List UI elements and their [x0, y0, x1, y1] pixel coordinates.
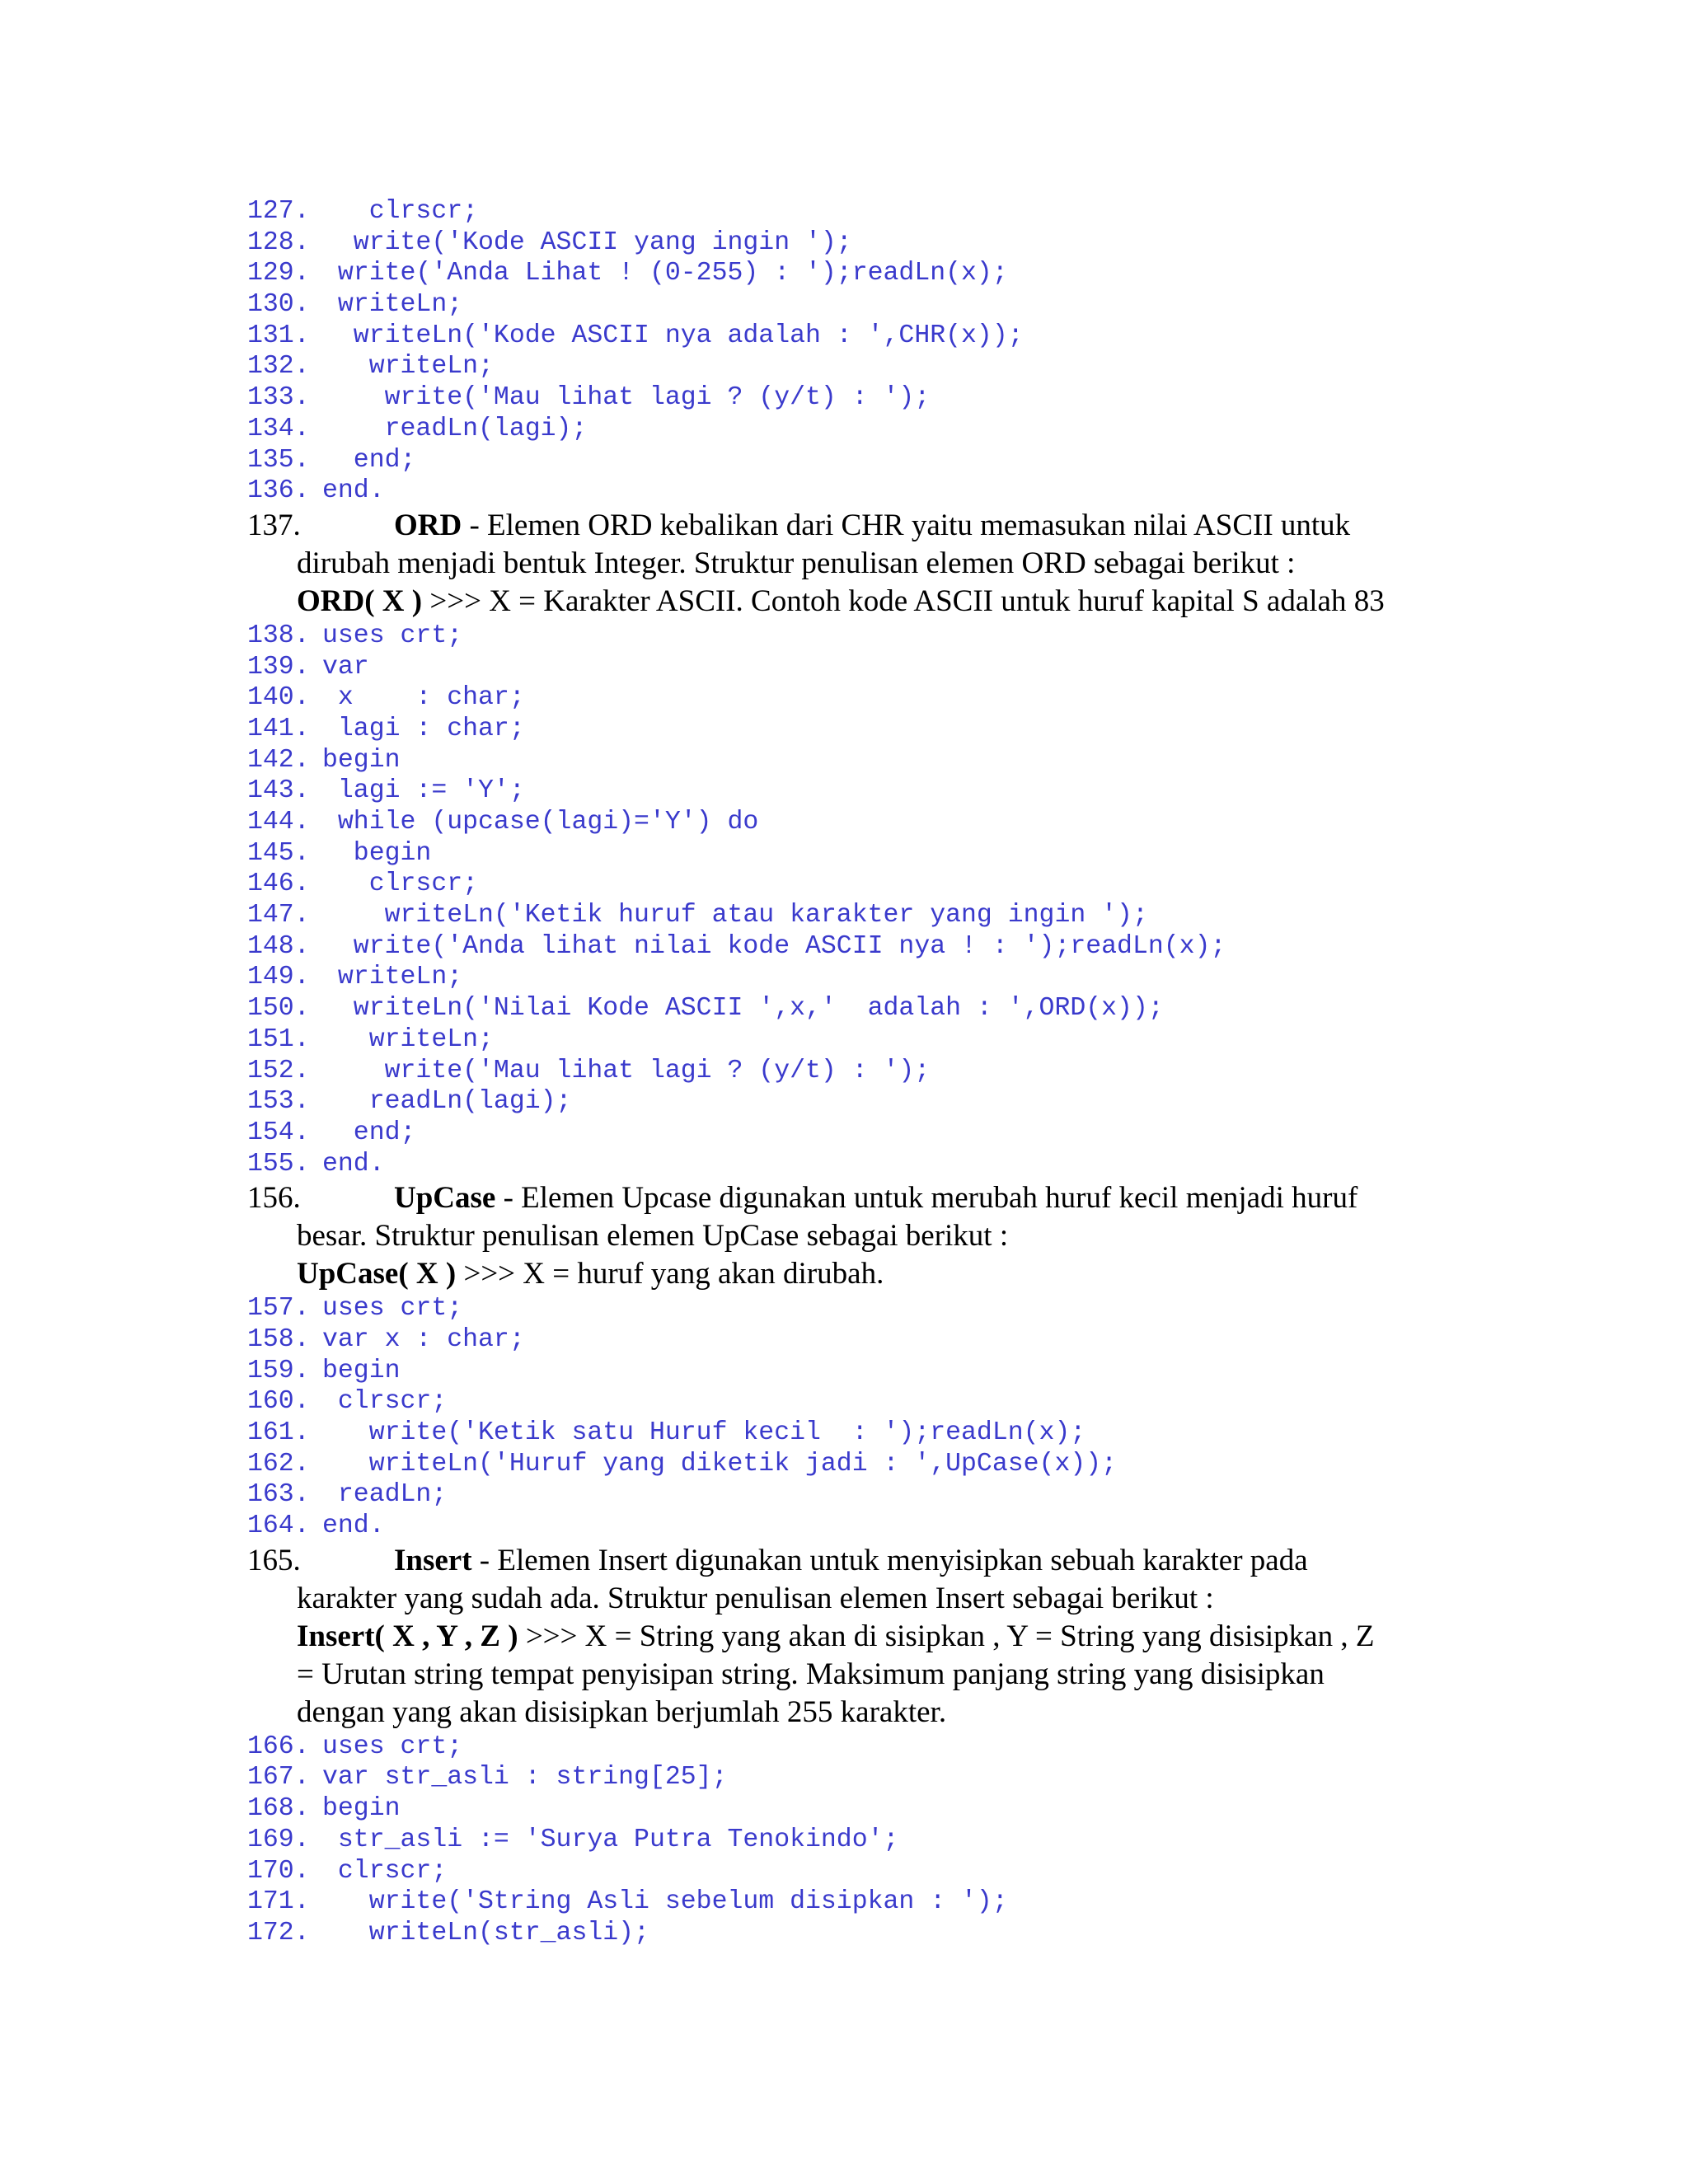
code-line: [247, 351, 1533, 382]
code-line: [247, 869, 1533, 900]
line-number: 139.: [247, 652, 310, 682]
paragraph-line: [247, 1255, 1533, 1293]
code-text: writeLn('Huruf yang diketik jadi : ',UpCase(x));: [322, 1449, 1118, 1479]
line-number: 146.: [247, 869, 310, 899]
line-number: 140.: [247, 683, 310, 713]
code-line: [247, 621, 1533, 652]
code-text: write('Anda lihat nilai kode ASCII nya ! : ');readLn(x);: [322, 931, 1226, 961]
paragraph-text: >>> X = huruf yang akan dirubah.: [456, 1257, 884, 1291]
line-number: 163.: [247, 1480, 310, 1510]
code-block-upcase: [247, 1293, 1533, 1542]
code-line: [247, 1732, 1533, 1763]
code-text: clrscr;: [322, 869, 479, 899]
item-number: 156.: [247, 1181, 301, 1216]
code-line: [247, 1449, 1533, 1480]
code-line: [247, 1918, 1533, 1949]
code-text: lagi := 'Y';: [322, 776, 525, 806]
line-number: 158.: [247, 1324, 310, 1354]
code-text: writeLn('Kode ASCII nya adalah : ',CHR(x));: [322, 321, 1024, 350]
line-number: 133.: [247, 383, 310, 413]
paragraph-line: [247, 1542, 1533, 1580]
code-text: readLn(lagi);: [322, 414, 588, 443]
code-line: [247, 382, 1533, 414]
code-line: [247, 1762, 1533, 1793]
code-text: var x : char;: [322, 1324, 525, 1354]
paragraph-text: - Elemen ORD kebalikan dari CHR yaitu memasukan nilai ASCII untuk: [462, 508, 1351, 542]
line-number: 143.: [247, 776, 310, 806]
code-line: [247, 1293, 1533, 1324]
paragraph-line: [247, 1179, 1533, 1217]
code-text: clrscr;: [322, 1856, 448, 1886]
term-upcase: UpCase: [394, 1181, 496, 1216]
code-text: writeLn('Ketik huruf atau karakter yang ingin ');: [322, 901, 1148, 930]
page-content: [247, 196, 1533, 1949]
code-line: [247, 1056, 1533, 1087]
syntax-insert: Insert( X , Y , Z ): [297, 1619, 518, 1653]
code-line: [247, 682, 1533, 714]
line-number: 147.: [247, 901, 310, 930]
line-number: 138.: [247, 621, 310, 650]
line-number: 148.: [247, 931, 310, 961]
code-block-ord: [247, 621, 1533, 1179]
line-number: 142.: [247, 745, 310, 775]
code-line: [247, 807, 1533, 838]
code-line: [247, 776, 1533, 807]
line-number: 169.: [247, 1825, 310, 1854]
code-line: [247, 714, 1533, 745]
code-line: [247, 1356, 1533, 1387]
term-ord: ORD: [394, 508, 462, 542]
code-line: [247, 414, 1533, 445]
code-text: clrscr;: [322, 197, 479, 226]
paragraph-upcase: [247, 1179, 1533, 1293]
code-line: [247, 1793, 1533, 1825]
syntax-ord: ORD( X ): [297, 583, 423, 618]
code-block-insert: [247, 1732, 1533, 1949]
code-text: begin: [322, 1356, 401, 1385]
code-text: writeLn(str_asli);: [322, 1918, 649, 1947]
line-number: 166.: [247, 1732, 310, 1761]
code-text: write('Kode ASCII yang ingin ');: [322, 227, 852, 257]
line-number: 151.: [247, 1024, 310, 1054]
code-text: write('Anda Lihat ! (0-255) : ');readLn(x);: [322, 259, 1008, 288]
code-line: [247, 962, 1533, 993]
code-line: [247, 745, 1533, 776]
code-block-chr: [247, 196, 1533, 507]
code-text: writeLn;: [322, 963, 463, 992]
syntax-upcase: UpCase( X ): [297, 1257, 457, 1291]
line-number: 162.: [247, 1449, 310, 1479]
line-number: 172.: [247, 1918, 310, 1947]
code-line: [247, 1149, 1533, 1180]
line-number: 149.: [247, 963, 310, 992]
line-number: 144.: [247, 808, 310, 837]
item-number: 137.: [247, 508, 301, 542]
code-text: write('Mau lihat lagi ? (y/t) : ');: [322, 383, 931, 413]
line-number: 161.: [247, 1418, 310, 1447]
code-text: clrscr;: [322, 1387, 448, 1417]
code-text: end.: [322, 1511, 385, 1541]
code-line: [247, 1386, 1533, 1418]
code-text: var str_asli : string[25];: [322, 1763, 728, 1793]
code-text: x : char;: [322, 683, 525, 713]
paragraph-text: - Elemen Upcase digunakan untuk merubah huruf kecil menjadi huruf: [495, 1181, 1358, 1216]
code-line: [247, 1825, 1533, 1856]
code-line: [247, 1324, 1533, 1356]
code-text: while (upcase(lagi)='Y') do: [322, 808, 759, 837]
code-text: begin: [322, 1794, 401, 1824]
code-text: lagi : char;: [322, 714, 525, 743]
code-text: end.: [322, 476, 385, 506]
paragraph-line: besar. Struktur penulisan elemen UpCase sebagai berikut :: [297, 1219, 1009, 1254]
code-text: readLn(lagi);: [322, 1087, 572, 1117]
line-number: 136.: [247, 476, 310, 506]
code-line: [247, 476, 1533, 507]
line-number: 132.: [247, 352, 310, 382]
line-number: 152.: [247, 1056, 310, 1085]
code-line: [247, 1886, 1533, 1918]
paragraph-text: - Elemen Insert digunakan untuk menyisipkan sebuah karakter pada: [471, 1543, 1308, 1577]
code-text: var: [322, 652, 369, 682]
paragraph-line: dengan yang akan disisipkan berjumlah 255 karakter.: [297, 1694, 947, 1729]
code-line: [247, 1479, 1533, 1511]
code-text: writeLn;: [322, 352, 494, 382]
code-text: str_asli := 'Surya Putra Tenokindo';: [322, 1825, 899, 1854]
code-text: end;: [322, 445, 416, 475]
code-line: [247, 1024, 1533, 1056]
paragraph-text: >>> X = String yang akan di sisipkan , Y = String yang disisipkan , Z: [518, 1619, 1375, 1653]
code-text: uses crt;: [322, 1732, 463, 1761]
paragraph-line: [247, 507, 1533, 545]
paragraph-line: dirubah menjadi bentuk Integer. Struktur penulisan elemen ORD sebagai berikut :: [297, 546, 1296, 580]
line-number: 154.: [247, 1118, 310, 1147]
term-insert: Insert: [394, 1543, 472, 1577]
paragraph-insert: [247, 1542, 1533, 1732]
code-line: [247, 900, 1533, 931]
code-text: write('Mau lihat lagi ? (y/t) : ');: [322, 1056, 931, 1085]
code-line: [247, 258, 1533, 289]
code-text: end;: [322, 1118, 416, 1147]
code-text: write('String Asli sebelum disipkan : ');: [322, 1887, 1008, 1917]
code-text: writeLn;: [322, 1024, 494, 1054]
line-number: 130.: [247, 290, 310, 320]
line-number: 171.: [247, 1887, 310, 1917]
paragraph-line: [247, 583, 1533, 621]
code-text: uses crt;: [322, 1294, 463, 1324]
line-number: 155.: [247, 1149, 310, 1179]
code-line: [247, 1418, 1533, 1449]
line-number: 134.: [247, 414, 310, 443]
line-number: 145.: [247, 838, 310, 868]
line-number: 164.: [247, 1511, 310, 1541]
line-number: 160.: [247, 1387, 310, 1417]
item-number: 165.: [247, 1543, 301, 1577]
code-line: [247, 196, 1533, 227]
paragraph-text: >>> X = Karakter ASCII. Contoh kode ASCII untuk huruf kapital S adalah 83: [422, 583, 1385, 618]
line-number: 131.: [247, 321, 310, 350]
code-line: [247, 652, 1533, 683]
code-line: [247, 1856, 1533, 1887]
code-text: end.: [322, 1149, 385, 1179]
line-number: 170.: [247, 1856, 310, 1886]
code-line: [247, 838, 1533, 869]
line-number: 167.: [247, 1763, 310, 1793]
code-line: [247, 931, 1533, 963]
line-number: 127.: [247, 197, 310, 226]
code-text: begin: [322, 838, 432, 868]
code-text: writeLn('Nilai Kode ASCII ',x,' adalah : ',ORD(x));: [322, 994, 1164, 1024]
line-number: 141.: [247, 714, 310, 743]
code-text: uses crt;: [322, 621, 463, 650]
code-line: [247, 1086, 1533, 1118]
paragraph-line: [247, 1618, 1533, 1656]
line-number: 150.: [247, 994, 310, 1024]
code-text: writeLn;: [322, 290, 463, 320]
line-number: 128.: [247, 227, 310, 257]
line-number: 135.: [247, 445, 310, 475]
code-text: write('Ketik satu Huruf kecil : ');readLn(x);: [322, 1418, 1086, 1447]
code-line: [247, 289, 1533, 321]
code-line: [247, 321, 1533, 352]
code-line: [247, 445, 1533, 476]
code-line: [247, 227, 1533, 259]
paragraph-line: karakter yang sudah ada. Struktur penulisan elemen Insert sebagai berikut :: [297, 1581, 1214, 1615]
paragraph-line: = Urutan string tempat penyisipan string. Maksimum panjang string yang disisipkan: [297, 1657, 1325, 1691]
line-number: 168.: [247, 1794, 310, 1824]
code-text: begin: [322, 745, 401, 775]
code-line: [247, 1118, 1533, 1149]
line-number: 159.: [247, 1356, 310, 1385]
code-text: readLn;: [322, 1480, 448, 1510]
line-number: 153.: [247, 1087, 310, 1117]
line-number: 129.: [247, 259, 310, 288]
paragraph-ord: [247, 507, 1533, 621]
code-line: [247, 1511, 1533, 1542]
line-number: 157.: [247, 1294, 310, 1324]
code-line: [247, 993, 1533, 1024]
